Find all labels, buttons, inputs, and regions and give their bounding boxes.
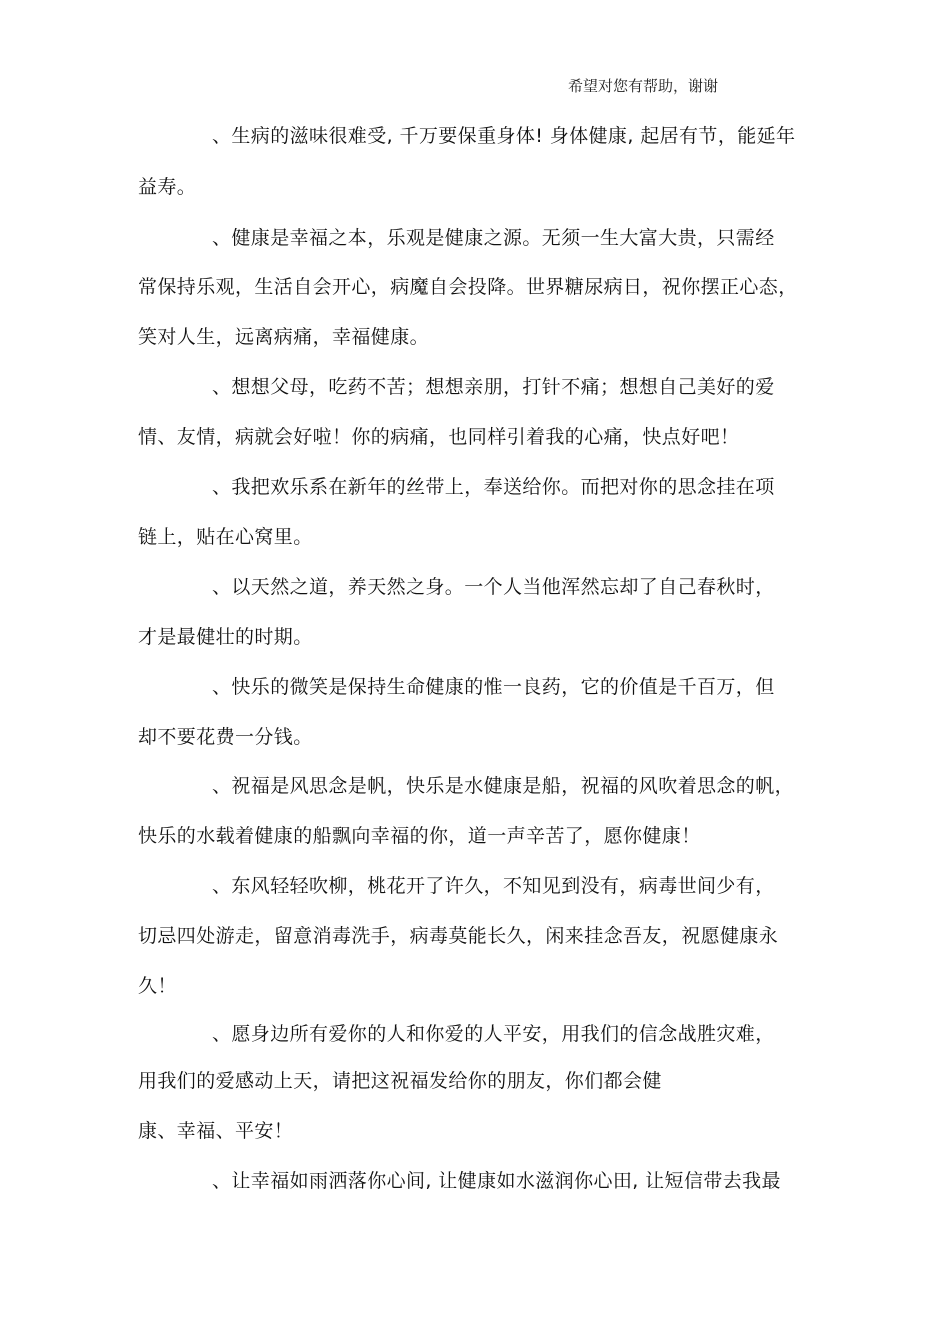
paragraph-1-line-1: 、生病的滋味很难受, 千万要保重身体! 身体健康, 起居有节，能延年 [212,125,796,147]
paragraph-2-line-2: 常保持乐观，生活自会开心，病魔自会投降。世界糖尿病日，祝你摆正心态， [138,276,798,298]
paragraph-5-line-2: 才是最健壮的时期。 [138,626,313,648]
header-note: 希望对您有帮助，谢谢 [568,77,719,95]
paragraph-8-line-3: 久！ [138,975,177,997]
paragraph-4-line-1: 、我把欢乐系在新年的丝带上，奉送给你。而把对你的思念挂在项 [212,476,775,498]
paragraph-9-line-3: 康、幸福、平安！ [138,1120,294,1142]
paragraph-3-line-1: 、想想父母，吃药不苦；想想亲朋，打针不痛；想想自己美好的爱 [212,376,775,398]
paragraph-7-line-1: 、祝福是风思念是帆，快乐是水健康是船，祝福的风吹着思念的帆， [212,775,795,797]
paragraph-9-line-1: 、愿身边所有爱你的人和你爱的人平安，用我们的信念战胜灾难， [212,1023,775,1045]
paragraph-6-line-1: 、快乐的微笑是保持生命健康的惟一良药，它的价值是千百万，但 [212,676,775,698]
paragraph-10-line-1: 、让幸福如雨洒落你心间, 让健康如水滋润你心田, 让短信带去我最 [212,1170,781,1192]
paragraph-5-line-1: 、以天然之道，养天然之身。一个人当他浑然忘却了自己春秋时， [212,576,775,598]
paragraph-2-line-1: 、健康是幸福之本，乐观是健康之源。无须一生大富大贵，只需经 [212,227,775,249]
paragraph-2-line-3: 笑对人生，远离病痛，幸福健康。 [138,326,430,348]
paragraph-3-line-2: 情、友情，病就会好啦！你的病痛，也同样引着我的心痛，快点好吧！ [138,426,740,448]
paragraph-9-line-2: 用我们的爱感动上天，请把这祝福发给你的朋友，你们都会健 [138,1070,662,1092]
paragraph-6-line-2: 却不要花费一分钱。 [138,726,313,748]
paragraph-1-line-2: 益寿。 [138,176,197,198]
paragraph-4-line-2: 链上，贴在心窝里。 [138,526,313,548]
paragraph-8-line-2: 切忌四处游走，留意消毒洗手，病毒莫能长久，闲来挂念吾友，祝愿健康永 [138,925,779,947]
paragraph-8-line-1: 、东风轻轻吹柳，桃花开了许久，不知见到没有，病毒世间少有， [212,875,775,897]
paragraph-7-line-2: 快乐的水载着健康的船飘向幸福的你，道一声辛苦了，愿你健康！ [138,825,701,847]
